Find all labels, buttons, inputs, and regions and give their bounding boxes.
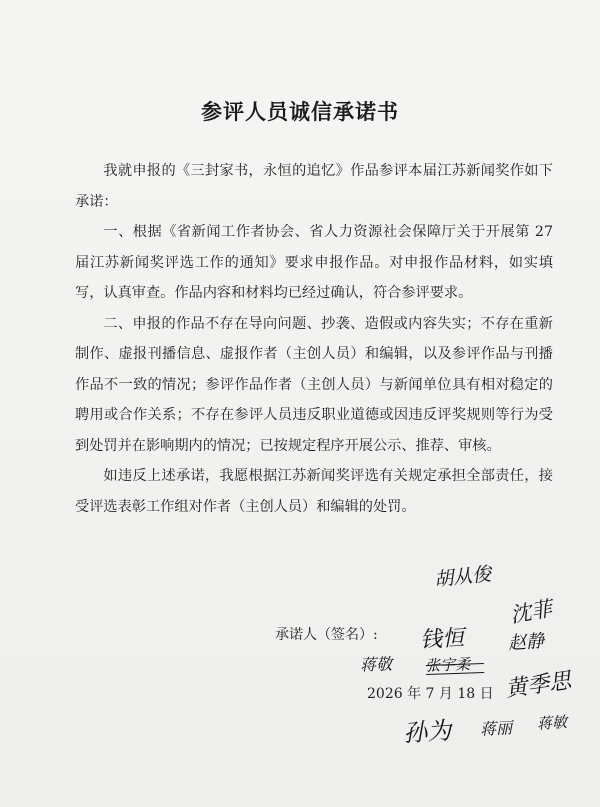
signature: 蒋丽: [479, 718, 513, 739]
strikethrough-mark: [426, 663, 484, 675]
signing-date: 2026 年 7 月 18 日: [367, 686, 494, 702]
document-body: [75, 156, 553, 522]
document-title: 参评人员诚信承诺书: [201, 100, 399, 124]
paragraph-clause-1: 一、根据《省新闻工作者协会、省人力资源社会保障厅关于开展第 27 届江苏新闻奖评选工作的通知》要求申报作品。对申报作品材料，如实填写，认真审查。作品内容和材料均已经过确认，符合参评要求。: [75, 224, 553, 301]
signature: 孙为: [402, 716, 453, 748]
signature-struck: 张宇柔: [424, 655, 471, 675]
signature: 沈菲: [508, 596, 554, 628]
paragraph-responsibility: 如违反上述承诺，我愿根据江苏新闻奖评选有关规定承担全部责任，接受评选表彰工作组对作者（主创人员）和编辑的处罚。: [75, 468, 553, 515]
signature: 胡从俊: [433, 563, 493, 591]
signature: 蒋敬: [359, 654, 393, 675]
signature: 黄季思: [503, 668, 573, 703]
pledger-label: 承诺人（签名）:: [275, 627, 378, 643]
signature: 赵静: [507, 630, 545, 655]
signature: 钱恒: [419, 625, 465, 654]
paragraph-clause-2: 二、申报的作品不存在导向问题、抄袭、造假或内容失实；不存在重新制作、虚报刊播信息、虚报作者（主创人员）和编辑，以及参评作品与刊播作品不一致的情况；参评作品作者（主创人员）与新闻单位具有相对稳定的聘用或合作关系；不存在参评人员违反职业道德或因违反评奖规则等行为受到处罚并在影响期内的情况；已按规定程序开展公示、推荐、审核。: [75, 315, 553, 454]
paragraph-intro: 我就申报的《三封家书，永恒的追忆》作品参评本届江苏新闻奖作如下承诺：: [75, 163, 553, 210]
signature: 蒋敏: [536, 712, 568, 734]
